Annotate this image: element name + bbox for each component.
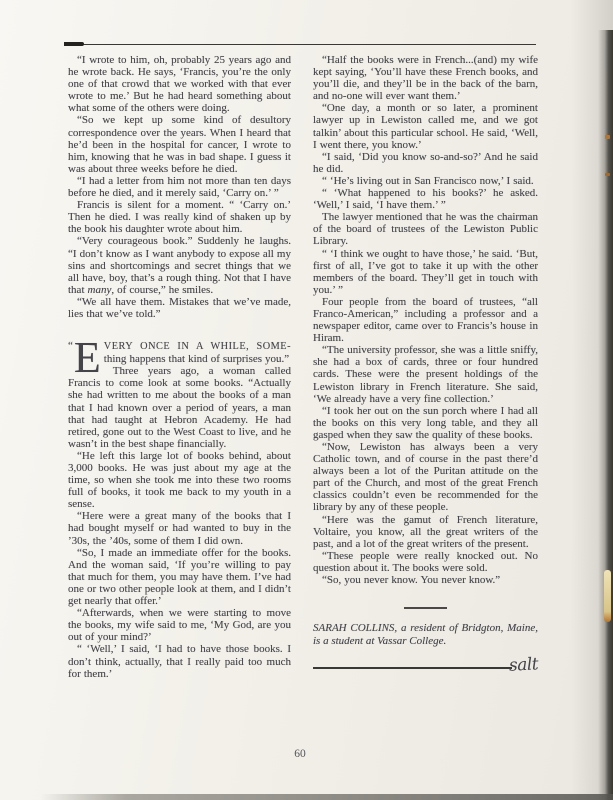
salt-signature: salt: [508, 653, 539, 676]
paragraph: “Afterwards, when we were starting to move the books, my wife said to me, ‘My God, are you out of your mind?’: [68, 607, 291, 644]
paragraph: “Very courageous book.” Suddenly he laughs. “I don’t know as I want anybody to expose all my sins and shortcomings and secret things that we all have, boy, that’s a rough thing. Not that I have that many, of course,” he smiles.: [68, 235, 291, 296]
author-bio: SARAH COLLINS, a resident of Bridgton, Maine, is a student at Vassar College.: [313, 621, 538, 647]
right-paragraphs: [313, 54, 538, 586]
opening-paragraph-rest: thing happens that kind of surprises you.”: [103, 353, 290, 366]
paragraph: “So, I made an immediate offer for the books. And the woman said, ‘If you’re willing to pay that much for them, you may have them. I’ve had one or two other people look at them, and I didn’t get nearly that offer.’: [68, 546, 291, 608]
paragraph: “Here were a great many of the books that I had bought myself or had wanted to buy in the ’30s, the ’40s, some of them I did own.: [68, 510, 291, 547]
page-number: 60: [294, 748, 306, 760]
scan-artifact: [605, 173, 610, 176]
paragraph: “ ‘What happened to his books?’ he asked. ‘Well,’ I said, ‘I have them.’ ”: [313, 187, 538, 212]
scan-artifact: [605, 135, 610, 139]
paragraph: “ ‘I think we ought to have those,’ he said. ‘But, first of all, I’ve got to take it up with the other members of the board. They’ll get in touch with you.’ ”: [313, 247, 538, 296]
paragraph: Three years ago, a woman called Francis to come look at some books. “Actually she had written to me about the books of a man that I had known over a period of years, a man that had taught at Hebron Academy. He had retired, gone out to the West Coast to live, and he wasn’t in the best shape financially.: [68, 365, 291, 450]
scan-edge-right-strip: [598, 30, 613, 800]
paragraph: Four people from the board of trustees, “all Franco-American,” including a professor and a newspaper editor, came over to Francis’s house in Hiram.: [313, 295, 538, 345]
scan-edge-bottom-strip: [40, 794, 613, 800]
paragraph: “I had a letter from him not more than ten days before he died, and it merely said, ‘Carry on.’ ”: [68, 174, 291, 200]
paragraph: “ ‘He’s living out in San Francisco now,’ I said.: [322, 174, 534, 187]
paragraph: “So we kept up some kind of desultory correspondence over the years. When I heard that he’d been in the hospital for cancer, I wrote to him, knowing that he was in bad shape. I guess it was about three weeks before he died.: [68, 114, 291, 175]
paragraph: “So, you never know. You never know.”: [322, 574, 501, 587]
paragraph: “I wrote to him, oh, probably 25 years ago and he wrote back. He says, ‘Francis, you’re the only one of that crowd that we worked with that ever wrote to me.’ But he had heard something about what some of the others were doing.: [68, 54, 291, 115]
paragraph: “ ‘Well,’ I said, ‘I had to have those books. I don’t think, actually, that I really paid too much for them.’: [68, 643, 291, 680]
signature-row: [313, 653, 539, 676]
top-rule-end-blob: [64, 42, 84, 46]
paragraph: “Now, Lewiston has always been a very Catholic town, and of course in the past there’d always been a lot of the Puritan attitude on the part of the Church, and most of the great French classics couldn’t even be recommended for the library by any of these people.: [313, 441, 538, 514]
paragraph: The lawyer mentioned that he was the chairman of the board of trustees of the Lewiston Public Library.: [313, 211, 538, 248]
paragraph: Francis is silent for a moment. “ ‘Carry on.’ Then he died. I was really kind of shaken up by the book his daughter wrote about him.: [68, 199, 291, 236]
lead-caps-text: VERY ONCE IN A WHILE, SOME-: [103, 341, 291, 353]
paragraph: “Here was the gamut of French literature, Voltaire, you know, all the great writers of the past, and a lot of the great writers of the present.: [313, 513, 538, 550]
paragraph: “I said, ‘Did you know so-and-so?’ And he said he did.: [313, 150, 538, 175]
dropcap: [68, 333, 100, 383]
left-paragraphs-top: [68, 54, 291, 320]
scan-artifact: [604, 570, 611, 622]
signature-rule: [313, 667, 512, 669]
paragraph: “The university professor, she was a little sniffy, she had a box of cards, three or four hundred cards. These were the present holdings of the Lewiston library in French literature. She said, ‘We already have a very fine collection.’: [313, 344, 538, 405]
right-column: [313, 54, 538, 674]
dropcap-letter: E: [73, 333, 100, 383]
left-column: [68, 54, 291, 680]
top-rule: [64, 44, 536, 46]
left-paragraphs-bottom: [68, 365, 291, 679]
paragraph: “He left this large lot of books behind, about 3,000 books. He was just about my age at the time, so when she took me into these two rooms full of books, it took me back to my youth in a sense.: [68, 449, 291, 511]
paragraph: “I took her out on the sun porch where I had all the books on this very long table, and they all gasped when they saw the quality of these books.: [313, 404, 538, 441]
paragraph: “These people were really knocked out. No question about it. The books were sold.: [313, 549, 538, 574]
section-divider: [404, 607, 447, 609]
paragraph: “We all have them. Mistakes that we’ve made, lies that we’ve told.”: [68, 295, 291, 320]
section-opening-paragraph: [68, 333, 291, 383]
paragraph: “One day, a month or so later, a prominent lawyer up in Lewiston called me, and we got talkin’ about this particular school. He said, ‘Well, I went there, you know.’: [313, 102, 538, 151]
dropcap-open-quote: “: [68, 340, 73, 353]
paragraph: “Half the books were in French...(and) my wife kept saying, ‘You’ll have these French books, and you’ll die, and they’ll be in the back of the barn, and no-one will ever want them.’: [313, 54, 538, 103]
